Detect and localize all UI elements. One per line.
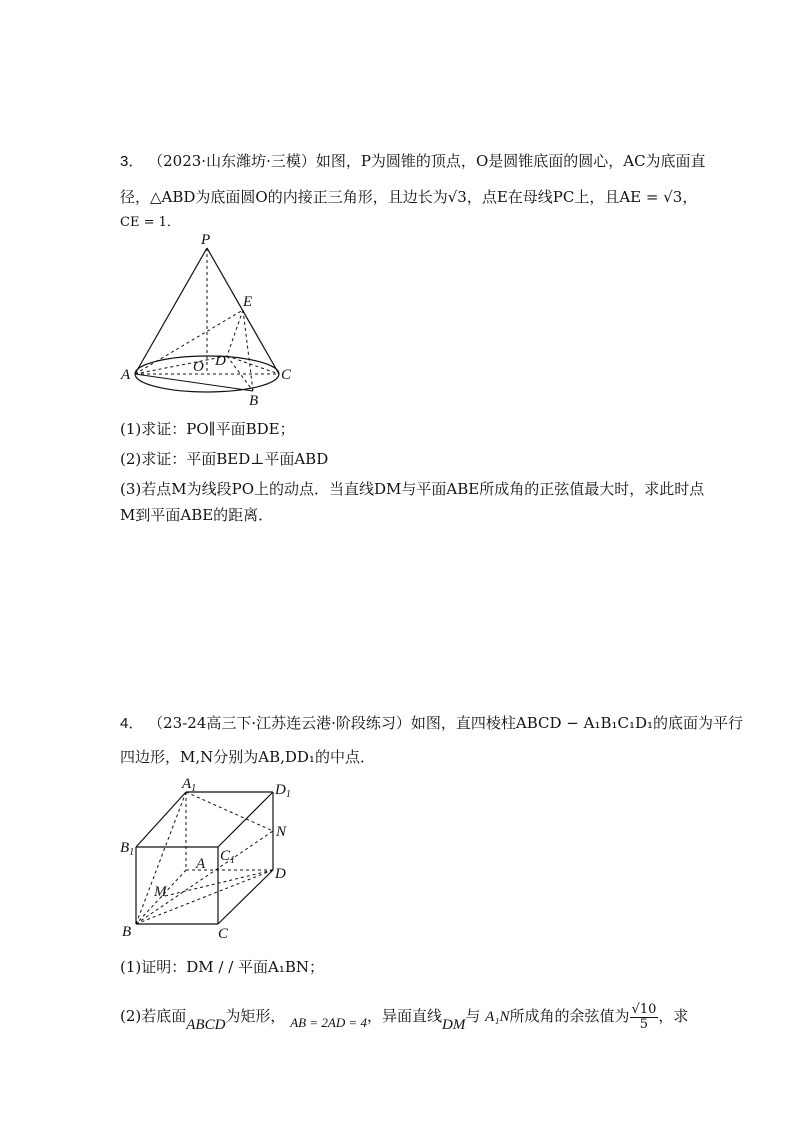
q2-abcd: ABCD: [186, 1017, 226, 1033]
problem4-q1: (1)证明：DM / / 平面A₁BN；: [120, 958, 325, 976]
edge-CD: [218, 870, 273, 924]
q2-a1n: A₁N: [485, 1009, 510, 1025]
problem4-line1: [120, 712, 743, 735]
problem3-source: （2023·山东潍坊·三模）: [148, 152, 316, 170]
q2-suffix: ，求: [658, 1007, 689, 1025]
label-D1: $D_1$: [275, 782, 291, 800]
problem3-text-line1: 如图，P为圆锥的顶点，O是圆锥底面的圆心，AC为底面直: [315, 152, 706, 170]
q2-fraction: [630, 1003, 659, 1032]
label-C: C: [218, 926, 229, 942]
edge-PA: [135, 248, 207, 374]
label-O: O: [193, 359, 204, 375]
segment-DC: [227, 356, 279, 374]
problem4-source: （23-24高三下·江苏连云港·阶段练习）: [148, 714, 411, 732]
q2-mid3: 与: [465, 1007, 481, 1025]
segment-BN: [136, 831, 273, 924]
cone-figure: [115, 228, 305, 408]
segment-A1B: [136, 792, 186, 924]
label-A1: $A_1$: [182, 776, 197, 794]
label-C1: $C_1$: [220, 848, 236, 866]
segment-DM: [161, 870, 273, 897]
q2-mid1: 为矩形，: [225, 1007, 286, 1025]
label-B: B: [249, 393, 259, 408]
edge-C1D1: [218, 792, 273, 847]
q2-mid4: 所成角的余弦值为: [509, 1007, 630, 1025]
label-B: B: [122, 924, 132, 940]
q2-fraction-denominator: 5: [639, 1016, 649, 1032]
segment-A1N: [186, 792, 273, 831]
problem4-number: 4．: [120, 715, 144, 732]
problem3-line1: [120, 150, 706, 173]
prism-figure: [118, 772, 308, 944]
segment-EB: [243, 310, 253, 391]
segment-AD: [135, 356, 227, 374]
label-A: A: [121, 367, 131, 383]
segment-ED: [227, 310, 243, 356]
edge-A1B1: [136, 792, 186, 847]
q2-mid2: ，异面直线: [366, 1007, 442, 1025]
label-N: N: [276, 824, 287, 840]
label-A: A: [196, 856, 206, 872]
label-C: C: [281, 367, 292, 383]
label-P: P: [201, 232, 211, 248]
problem3-q3-line2: M到平面ABE的距离．: [120, 506, 274, 524]
label-E: E: [243, 294, 253, 310]
segment-AB: [135, 374, 253, 391]
problem3-text-line2: 径，△ABD为底面圆O的内接正三角形，且边长为√3，点E在母线PC上，且AE = √3，: [120, 188, 698, 206]
problem3-q1: (1)求证：PO∥平面BDE；: [120, 420, 295, 438]
label-M: M: [154, 884, 167, 900]
problem3-q2: (2)求证：平面BED⊥平面ABD: [120, 450, 329, 468]
label-B1: $B_1$: [120, 840, 135, 858]
label-D: D: [275, 866, 286, 882]
segment-AE: [135, 310, 243, 374]
problem4-text-line1: 如图，直四棱柱ABCD − A₁B₁C₁D₁的底面为平行: [410, 714, 744, 732]
problem4-text-line2: 四边形，M,N分别为AB,DD₁的中点．: [120, 748, 375, 766]
label-D: D: [215, 353, 226, 369]
q2-dm: DM: [442, 1017, 466, 1033]
problem3-q3-line1: (3)若点M为线段PO上的动点．当直线DM与平面ABE所成角的正弦值最大时，求此时点: [120, 480, 705, 498]
q2-equation: AB = 2AD = 4: [290, 1015, 367, 1030]
q2-prefix: (2)若底面: [120, 1007, 187, 1025]
q2-fraction-numerator: √10: [631, 1001, 657, 1017]
problem3-text-line3: CE = 1．: [120, 215, 180, 230]
problem3-number: 3．: [120, 153, 144, 170]
problem4-q2: [120, 996, 688, 1036]
